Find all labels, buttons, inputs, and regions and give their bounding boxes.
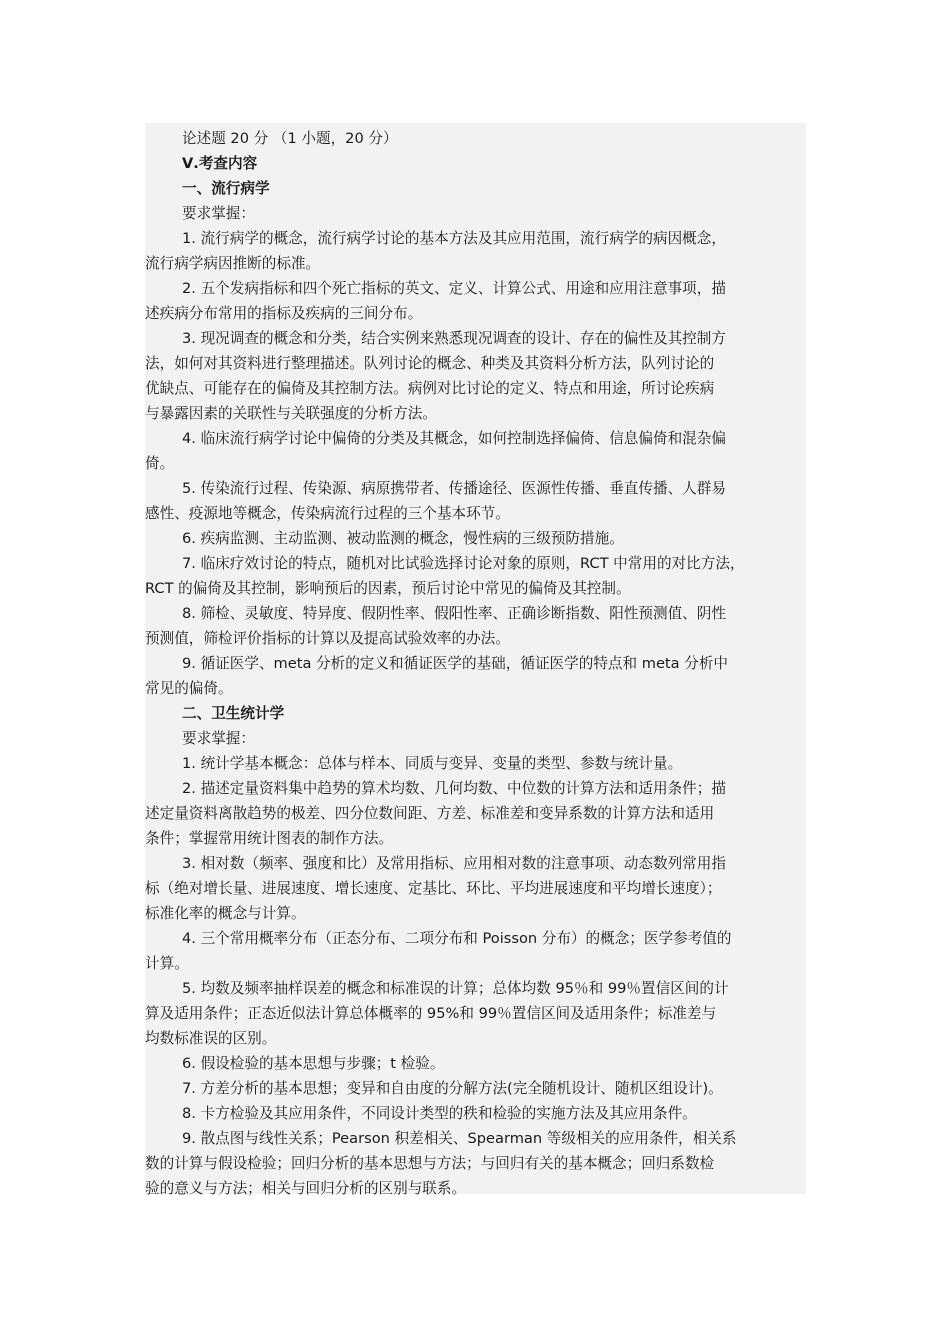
text-line: 9. 循证医学、meta 分析的定义和循证医学的基础，循证医学的特点和 meta 分析中 — [182, 655, 729, 672]
document-body — [145, 126, 825, 1201]
text-line: 7. 临床疗效讨论的特点，随机对比试验选择讨论对象的原则，RCT 中常用的对比方法， — [182, 555, 745, 572]
text-line: 7. 方差分析的基本思想；变异和自由度的分解方法(完全随机设计、随机区组设计)。 — [182, 1080, 723, 1097]
text-line: 与暴露因素的关联性与关联强度的分析方法。 — [145, 405, 437, 422]
text-line: 2. 描述定量资料集中趋势的算术均数、几何均数、中位数的计算方法和适用条件；描 — [182, 780, 726, 797]
text-line: 均数标准误的区别。 — [145, 1030, 277, 1047]
text-line: 2. 五个发病指标和四个死亡指标的英文、定义、计算公式、用途和应用注意事项，描 — [182, 280, 726, 297]
text-line: 验的意义与方法；相关与回归分析的区别与联系。 — [145, 1180, 467, 1197]
text-line: 论述题 20 分 （1 小题，20 分） — [182, 130, 398, 147]
text-line: 4. 临床流行病学讨论中偏倚的分类及其概念，如何控制选择偏倚、信息偏倚和混杂偏 — [182, 430, 726, 447]
text-line: 计算。 — [145, 955, 189, 972]
text-line: 8. 筛检、灵敏度、特异度、假阴性率、假阳性率、正确诊断指数、阳性预测值、阴性 — [182, 605, 726, 622]
section-heading: Ⅴ.考查内容 — [182, 155, 258, 172]
text-line: 要求掌握： — [182, 730, 255, 747]
text-line: 1. 流行病学的概念，流行病学讨论的基本方法及其应用范围，流行病学的病因概念， — [182, 230, 726, 247]
text-line: 数的计算与假设检验；回归分析的基本思想与方法；与回归有关的基本概念；回归系数检 — [145, 1155, 715, 1172]
text-line: 标（绝对增长量、进展速度、增长速度、定基比、环比、平均进展速度和平均增长速度）； — [145, 880, 722, 897]
text-line: 要求掌握： — [182, 205, 255, 222]
text-line: 1. 统计学基本概念：总体与样本、同质与变异、变量的类型、参数与统计量。 — [182, 755, 683, 772]
text-line: 预测值，筛检评价指标的计算以及提高试验效率的办法。 — [145, 630, 510, 647]
text-line: 算及适用条件；正态近似法计算总体概率的 95%和 99％置信区间及适用条件；标准差与 — [145, 1005, 717, 1022]
text-line: 5. 传染流行过程、传染源、病原携带者、传播途径、医源性传播、垂直传播、人群易 — [182, 480, 726, 497]
section-heading: 二、卫生统计学 — [182, 705, 285, 722]
text-line: 条件；掌握常用统计图表的制作方法。 — [145, 830, 394, 847]
text-line: 6. 疾病监测、主动监测、被动监测的概念，慢性病的三级预防措施。 — [182, 530, 624, 547]
text-line: 倚。 — [145, 455, 175, 472]
text-line: 流行病学病因推断的标准。 — [145, 255, 321, 272]
text-line: 法，如何对其资料进行整理描述。队列讨论的概念、种类及其资料分析方法，队列讨论的 — [145, 355, 715, 372]
text-line: 3. 现况调查的概念和分类，结合实例来熟悉现况调查的设计、存在的偏性及其控制方 — [182, 330, 726, 347]
text-line: 8. 卡方检验及其应用条件，不同设计类型的秩和检验的实施方法及其应用条件。 — [182, 1105, 697, 1122]
text-line: 述疾病分布常用的指标及疾病的三间分布。 — [145, 305, 423, 322]
text-line: 述定量资料离散趋势的极差、四分位数间距、方差、标准差和变异系数的计算方法和适用 — [145, 805, 715, 822]
text-line: 常见的偏倚。 — [145, 680, 233, 697]
text-line: RCT 的偏倚及其控制，影响预后的因素，预后讨论中常见的偏倚及其控制。 — [145, 580, 631, 597]
text-line: 9. 散点图与线性关系；Pearson 积差相关、Spearman 等级相关的应用条件，相关系 — [182, 1130, 737, 1147]
text-line: 4. 三个常用概率分布（正态分布、二项分布和 Poisson 分布）的概念；医学参考值的 — [182, 930, 732, 947]
text-line: 5. 均数及频率抽样误差的概念和标准误的计算；总体均数 95％和 99％置信区间的计 — [182, 980, 729, 997]
text-line: 6. 假设检验的基本思想与步骤；t 检验。 — [182, 1055, 445, 1072]
text-line: 3. 相对数（频率、强度和比）及常用指标、应用相对数的注意事项、动态数列常用指 — [182, 855, 726, 872]
text-line: 感性、疫源地等概念，传染病流行过程的三个基本环节。 — [145, 505, 510, 522]
text-line: 优缺点、可能存在的偏倚及其控制方法。病例对比讨论的定义、特点和用途，所讨论疾病 — [145, 380, 715, 397]
section-heading: 一、流行病学 — [182, 180, 270, 197]
text-line: 标准化率的概念与计算。 — [145, 905, 306, 922]
